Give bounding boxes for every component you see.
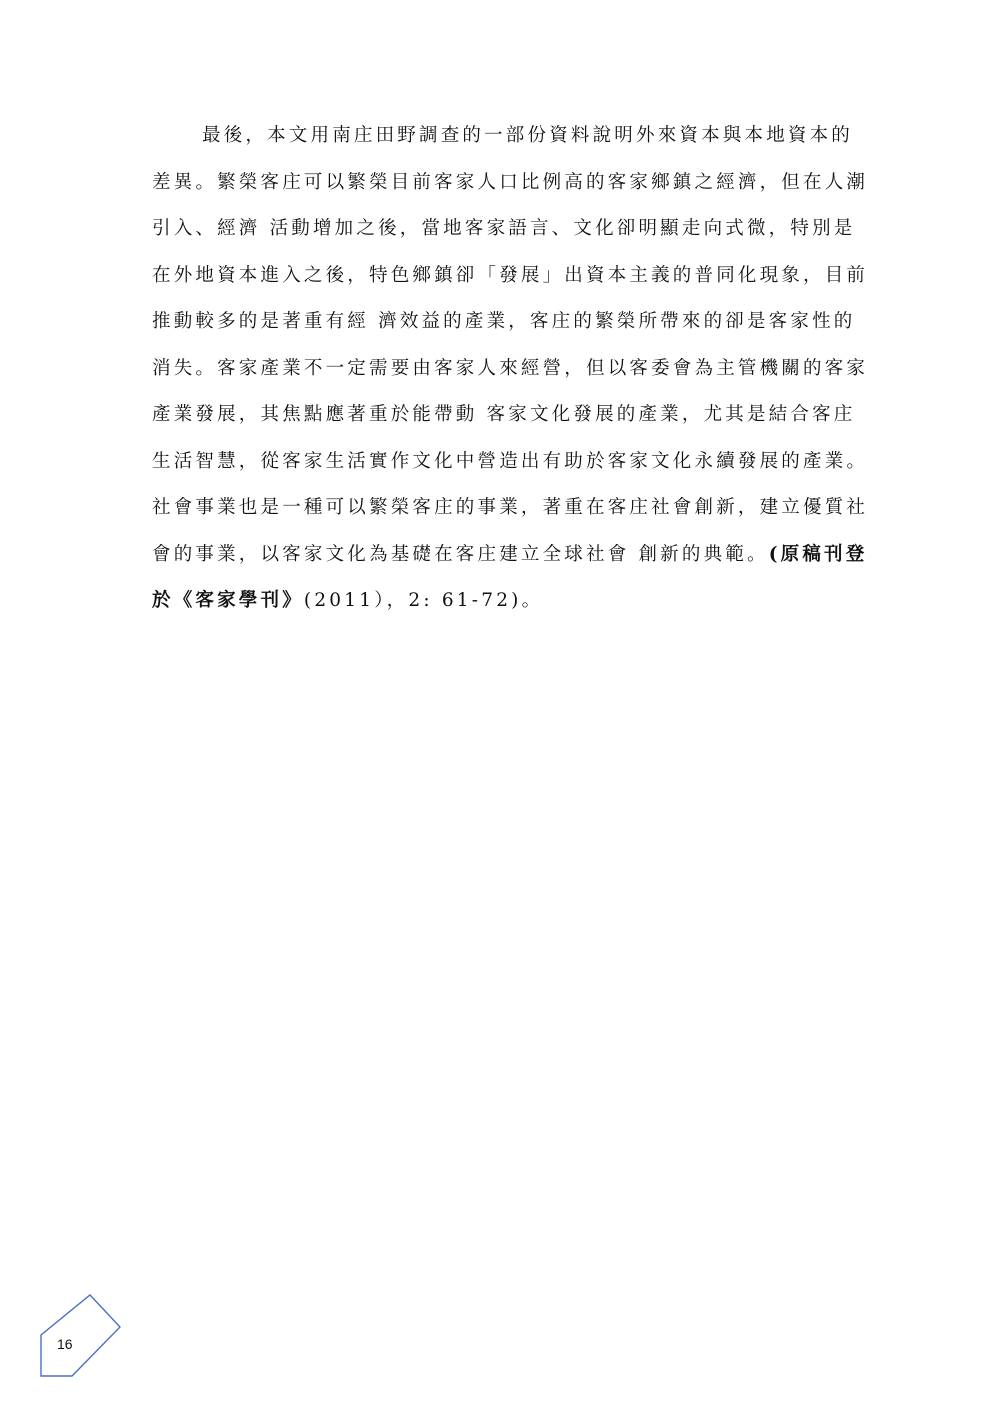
page-badge-outline — [41, 1295, 120, 1376]
text-line-10-main: 會的事業，以客家文化為基礎在客庄建立全球社會 創新的典範。 — [152, 543, 769, 565]
text-line-1: 最後，本文用南庄田野調查的一部份資料說明外來資本與本地資本的 — [202, 125, 854, 146]
page-badge-icon — [38, 1294, 122, 1378]
text-line-4: 在外地資本進入之後，特色鄉鎮卻「發展」出資本主義的普同化現象，目前 — [152, 264, 869, 286]
text-line-9: 社會事業也是一種可以繁榮客庄的事業，著重在客庄社會創新，建立優質社 — [152, 497, 869, 518]
text-line-3: 引入、經濟 活動增加之後，當地客家語言、文化卻明顯走向式微，特別是 — [152, 218, 856, 239]
text-line-6: 消失。客家產業不一定需要由客家人來經營，但以客委會為主管機關的客家 — [152, 357, 869, 379]
text-line-10 — [152, 532, 872, 579]
text-line-8: 生活智慧，從客家生活實作文化中營造出有助於客家文化永續發展的產業。 — [152, 450, 869, 472]
citation-journal: 於《客家學刊》 — [152, 590, 304, 611]
text-line-2: 差異。繁榮客庄可以繁榮目前客家人口比例高的客家鄉鎮之經濟，但在人潮 — [152, 171, 869, 193]
page-number: 16 — [57, 1336, 73, 1352]
citation-start: (原稿刊登 — [768, 543, 868, 565]
text-line-7: 產業發展，其焦點應著重於能帶動 客家文化發展的產業，尤其是結合客庄 — [152, 404, 856, 425]
text-line-11 — [152, 578, 872, 625]
body-paragraph — [152, 113, 872, 625]
text-line-5: 推動較多的是著重有經 濟效益的產業，客庄的繁榮所帶來的卻是客家性的 — [152, 311, 856, 332]
citation-details: (2011），2: 61-72)。 — [303, 590, 544, 611]
